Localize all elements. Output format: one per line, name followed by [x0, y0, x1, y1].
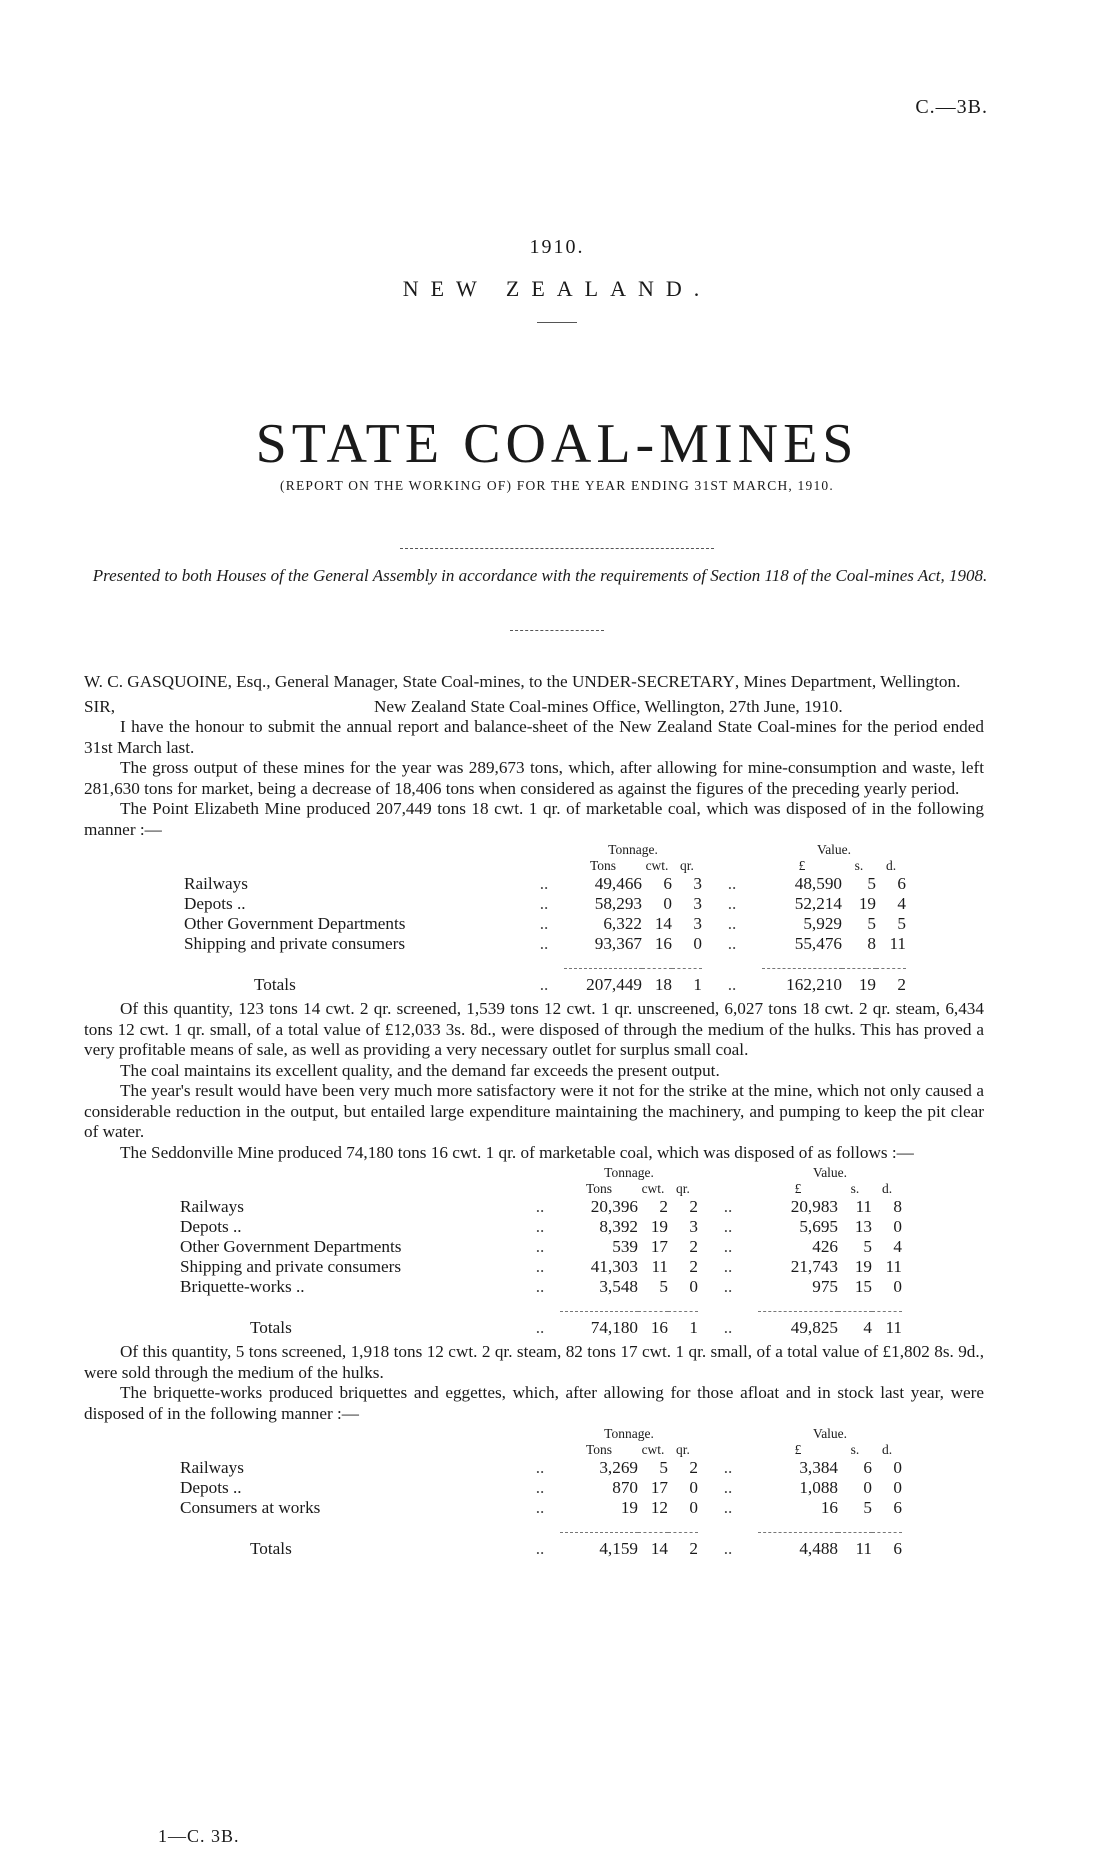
cwt-cell: 11: [651, 1257, 668, 1276]
dot-leader: ..: [535, 1257, 545, 1276]
dot-leader: ..: [535, 1478, 545, 1497]
dot-leader: ..: [723, 1257, 733, 1276]
shillings-cell: 5: [863, 1237, 872, 1256]
page-signature: 1—C. 3B.: [158, 1826, 240, 1846]
row-label: Briquette-works ..: [180, 1277, 305, 1296]
shillings-cell: 13: [854, 1217, 872, 1236]
table-row: [184, 914, 906, 934]
pounds-header: £: [794, 1181, 802, 1196]
table-row: [180, 1237, 902, 1257]
blank-cell: [524, 954, 564, 969]
row-label: Other Government Departments: [184, 914, 406, 933]
row-label: Railways: [184, 874, 248, 893]
shillings-cell: 19: [854, 1257, 872, 1276]
tons-total: 207,449: [586, 975, 642, 994]
total-rule: [564, 954, 702, 969]
cwt-header: cwt.: [645, 858, 669, 873]
country-heading: NEW ZEALAND.: [402, 276, 712, 301]
shillings-total: 19: [858, 975, 876, 994]
pence-cell: 0: [893, 1458, 902, 1477]
tons-cell: 58,293: [594, 894, 642, 913]
dateline: New Zealand State Coal-mines Office, Wellington, 27th June, 1910.: [374, 696, 843, 716]
blank-cell: [520, 1426, 560, 1442]
cwt-cell: 5: [659, 1277, 668, 1296]
cwt-total: 14: [650, 1539, 668, 1558]
report-body: [84, 672, 984, 1563]
value-header: Value.: [812, 1165, 848, 1180]
dot-leader: ..: [727, 894, 737, 913]
table-row: [180, 1257, 902, 1277]
cwt-total: 18: [654, 975, 672, 994]
divider: [537, 322, 577, 323]
shillings-total: 4: [863, 1318, 872, 1337]
totals-row: [180, 1533, 902, 1560]
pence-cell: 4: [897, 894, 906, 913]
dot-leader: ..: [535, 1317, 545, 1337]
cwt-cell: 16: [654, 934, 672, 953]
cwt-cell: 6: [663, 874, 672, 893]
shillings-cell: 8: [867, 934, 876, 953]
point-elizabeth-table: [184, 842, 906, 995]
pence-total: 6: [893, 1539, 902, 1558]
pence-cell: 8: [893, 1197, 902, 1216]
pounds-total: 4,488: [799, 1539, 838, 1558]
dot-leader: ..: [535, 1237, 545, 1256]
shillings-header: s.: [854, 858, 864, 873]
pence-cell: 0: [893, 1277, 902, 1296]
total-rule: [560, 1297, 698, 1312]
document-reference: C.—3B.: [915, 96, 988, 118]
page-subtitle: (REPORT ON THE WORKING OF) FOR THE YEAR ENDING 31ST MARCH, 1910.: [280, 478, 834, 493]
addressee-name: W. C. GASQUOINE: [84, 672, 228, 691]
tons-cell: 870: [612, 1478, 638, 1497]
blank-cell: [702, 842, 762, 858]
cwt-cell: 17: [650, 1237, 668, 1256]
paragraph: Of this quantity, 5 tons screened, 1,918 tons 12 cwt. 2 qr. steam, 82 tons 17 cwt. 1 qr. small, of a total value of £1,802 8s. 9d., were sold through the medium of the hulks.: [84, 1342, 984, 1382]
dot-leader: ..: [723, 1277, 733, 1296]
blank-cell: [698, 1442, 758, 1458]
qr-total: 2: [689, 1539, 698, 1558]
cwt-cell: 17: [650, 1478, 668, 1497]
pounds-cell: 5,695: [799, 1217, 838, 1236]
pounds-header: £: [794, 1442, 802, 1457]
blank-cell: [184, 858, 524, 874]
pence-cell: 11: [889, 934, 906, 953]
pounds-cell: 20,983: [790, 1197, 838, 1216]
dot-leader: ..: [727, 934, 737, 953]
pence-cell: 0: [893, 1478, 902, 1497]
paragraph: Of this quantity, 123 tons 14 cwt. 2 qr. screened, 1,539 tons 12 cwt. 1 qr. unscreened, 6,027 tons 18 cwt. 2 qr. steam, 6,434 tons 12 cwt. 1 qr. small, of a total value of £12,033 3s. 8d., were disposed of through the medium of the hulks. This has proved a very profitable means of sale, as well as providing a very necessary outlet for surplus small coal.: [84, 999, 984, 1059]
shillings-cell: 5: [867, 874, 876, 893]
blank-cell: [520, 1181, 560, 1197]
blank-cell: [698, 1297, 758, 1312]
pence-cell: 6: [893, 1498, 902, 1517]
blank-cell: [520, 1442, 560, 1458]
blank-cell: [702, 858, 762, 874]
table-row: [180, 1478, 902, 1498]
qr-cell: 2: [689, 1458, 698, 1477]
shillings-header: s.: [850, 1442, 860, 1457]
paragraph: I have the honour to submit the annual report and balance-sheet of the New Zealand State Coal-mines for the period ended 31st March last.: [84, 717, 984, 757]
tons-cell: 539: [612, 1237, 638, 1256]
tons-cell: 8,392: [599, 1217, 638, 1236]
pounds-total: 49,825: [790, 1318, 838, 1337]
blank-cell: [180, 1165, 520, 1181]
pounds-cell: 3,384: [799, 1458, 838, 1477]
tons-total: 74,180: [590, 1318, 638, 1337]
paragraph: The Seddonville Mine produced 74,180 tons 16 cwt. 1 qr. of marketable coal, which was disposed of as follows :—: [120, 1142, 914, 1162]
row-label: Railways: [180, 1458, 244, 1477]
pounds-cell: 1,088: [799, 1478, 838, 1497]
dot-leader: ..: [723, 1498, 733, 1517]
dot-leader: ..: [723, 1197, 733, 1216]
paragraph: The briquette-works produced briquettes and eggettes, which, after allowing for those afloat and in stock last year, were disposed of in the following manner :—: [84, 1383, 984, 1423]
recipient-name: UNDER-SECRETARY: [571, 672, 735, 691]
shillings-cell: 0: [863, 1478, 872, 1497]
pounds-cell: 5,929: [803, 914, 842, 933]
qr-cell: 0: [689, 1498, 698, 1517]
tonnage-header: Tonnage.: [608, 842, 658, 857]
pence-total: 11: [885, 1318, 902, 1337]
blank-cell: [698, 1426, 758, 1442]
blank-cell: [180, 1426, 520, 1442]
table-row: [184, 934, 906, 954]
addressee-line: [84, 672, 984, 693]
divider: [510, 630, 604, 631]
dot-leader: ..: [535, 1538, 545, 1558]
row-label: Railways: [180, 1197, 244, 1216]
tons-cell: 6,322: [603, 914, 642, 933]
table-row: [180, 1498, 902, 1518]
tons-cell: 41,303: [590, 1257, 638, 1276]
qr-header: qr.: [676, 1181, 690, 1196]
tonnage-header: Tonnage.: [604, 1165, 654, 1180]
qr-header: qr.: [680, 858, 694, 873]
paragraph: The coal maintains its excellent quality, and the demand far exceeds the present output.: [120, 1060, 720, 1080]
dot-leader: ..: [535, 1217, 545, 1236]
table-row: [184, 874, 906, 894]
dot-leader: ..: [535, 1197, 545, 1216]
briquette-table: [180, 1426, 902, 1559]
dot-leader: ..: [539, 874, 549, 893]
row-label: Shipping and private consumers: [180, 1257, 402, 1276]
qr-cell: 3: [693, 914, 702, 933]
tons-header: Tons: [589, 858, 617, 873]
cwt-cell: 2: [659, 1197, 668, 1216]
shillings-cell: 6: [863, 1458, 872, 1477]
dot-leader: ..: [723, 1538, 733, 1558]
totals-row: [184, 969, 906, 996]
blank-cell: [180, 1297, 520, 1312]
tons-cell: 19: [620, 1498, 638, 1517]
total-rule: [758, 1297, 902, 1312]
dot-leader: ..: [539, 974, 549, 994]
dot-leader: ..: [539, 934, 549, 953]
pence-header: d.: [881, 1442, 893, 1457]
cwt-cell: 12: [650, 1498, 668, 1517]
qr-cell: 3: [689, 1217, 698, 1236]
dot-leader: ..: [539, 894, 549, 913]
blank-cell: [180, 1518, 520, 1533]
presented-note: Presented to both Houses of the General Assembly in accordance with the requirements of Section 118 of the Coal-mines Act, 1908.: [92, 566, 988, 585]
table-row: [180, 1217, 902, 1237]
shillings-cell: 15: [854, 1277, 872, 1296]
qr-cell: 0: [689, 1478, 698, 1497]
pounds-cell: 48,590: [794, 874, 842, 893]
qr-cell: 2: [689, 1237, 698, 1256]
qr-cell: 2: [689, 1197, 698, 1216]
value-header: Value.: [812, 1426, 848, 1441]
dot-leader: ..: [723, 1458, 733, 1477]
row-label: Depots ..: [180, 1217, 242, 1236]
blank-cell: [524, 858, 564, 874]
tons-header: Tons: [585, 1442, 613, 1457]
blank-cell: [698, 1518, 758, 1533]
tons-cell: 3,548: [599, 1277, 638, 1296]
pounds-header: £: [798, 858, 806, 873]
dot-leader: ..: [723, 1317, 733, 1337]
paragraph: The year's result would have been very much more satisfactory were it not for the strike at the mine, which not only caused a considerable reduction in the output, but entailed large expenditure maintaining the machinery, and pumping to keep the pit clear of water.: [84, 1081, 984, 1141]
pounds-total: 162,210: [786, 975, 842, 994]
cwt-cell: 14: [654, 914, 672, 933]
dot-leader: ..: [535, 1458, 545, 1477]
table-row: [184, 894, 906, 914]
pounds-cell: 975: [812, 1277, 838, 1296]
totals-label: Totals: [250, 1317, 292, 1337]
dot-leader: ..: [727, 874, 737, 893]
cwt-cell: 5: [659, 1458, 668, 1477]
pence-header: d.: [885, 858, 897, 873]
total-rule: [560, 1518, 698, 1533]
tons-cell: 3,269: [599, 1458, 638, 1477]
qr-cell: 0: [689, 1277, 698, 1296]
addressee-title: , Esq., General Manager, State Coal-mines, to the: [227, 672, 572, 691]
blank-cell: [520, 1518, 560, 1533]
qr-cell: 0: [693, 934, 702, 953]
totals-label: Totals: [254, 974, 296, 994]
total-rule: [762, 954, 906, 969]
pence-cell: 4: [893, 1237, 902, 1256]
qr-cell: 3: [693, 874, 702, 893]
tons-cell: 49,466: [594, 874, 642, 893]
row-label: Depots ..: [184, 894, 246, 913]
value-header: Value.: [816, 842, 852, 857]
recipient-department: , Mines Department, Wellington.: [734, 672, 961, 691]
dot-leader: ..: [539, 914, 549, 933]
shillings-cell: 19: [858, 894, 876, 913]
qr-total: 1: [693, 975, 702, 994]
dot-leader: ..: [723, 1237, 733, 1256]
qr-cell: 3: [693, 894, 702, 913]
pounds-cell: 426: [812, 1237, 838, 1256]
dot-leader: ..: [535, 1277, 545, 1296]
blank-cell: [524, 842, 564, 858]
row-label: Shipping and private consumers: [184, 934, 406, 953]
dot-leader: ..: [723, 1217, 733, 1236]
shillings-cell: 11: [855, 1197, 872, 1216]
shillings-cell: 5: [867, 914, 876, 933]
pence-cell: 11: [885, 1257, 902, 1276]
blank-cell: [184, 842, 524, 858]
qr-cell: 2: [689, 1257, 698, 1276]
tons-total: 4,159: [599, 1539, 638, 1558]
pounds-cell: 55,476: [794, 934, 842, 953]
dot-leader: ..: [535, 1498, 545, 1517]
qr-total: 1: [689, 1318, 698, 1337]
blank-cell: [698, 1181, 758, 1197]
divider: [400, 548, 714, 549]
qr-header: qr.: [676, 1442, 690, 1457]
blank-cell: [520, 1165, 560, 1181]
dot-leader: ..: [727, 974, 737, 994]
tons-header: Tons: [585, 1181, 613, 1196]
pence-cell: 0: [893, 1217, 902, 1236]
table-row: [180, 1197, 902, 1217]
blank-cell: [698, 1165, 758, 1181]
tons-cell: 20,396: [590, 1197, 638, 1216]
pence-cell: 5: [897, 914, 906, 933]
row-label: Depots ..: [180, 1478, 242, 1497]
paragraph: The Point Elizabeth Mine produced 207,449 tons 18 cwt. 1 qr. of marketable coal, which was disposed of in the following manner :—: [84, 799, 984, 839]
blank-cell: [184, 954, 524, 969]
seddonville-table: [180, 1165, 902, 1338]
table-row: [180, 1277, 902, 1297]
pounds-cell: 21,743: [790, 1257, 838, 1276]
row-label: Other Government Departments: [180, 1237, 402, 1256]
cwt-total: 16: [650, 1318, 668, 1337]
total-rule: [758, 1518, 902, 1533]
blank-cell: [180, 1181, 520, 1197]
pence-total: 2: [897, 975, 906, 994]
cwt-cell: 0: [663, 894, 672, 913]
totals-label: Totals: [250, 1538, 292, 1558]
year-heading: 1910.: [529, 236, 585, 258]
table-row: [180, 1458, 902, 1478]
page-title: STATE COAL-MINES: [255, 413, 859, 475]
pence-cell: 6: [897, 874, 906, 893]
totals-row: [180, 1312, 902, 1339]
shillings-cell: 5: [863, 1498, 872, 1517]
shillings-total: 11: [855, 1539, 872, 1558]
blank-cell: [702, 954, 762, 969]
tonnage-header: Tonnage.: [604, 1426, 654, 1441]
cwt-cell: 19: [650, 1217, 668, 1236]
cwt-header: cwt.: [641, 1181, 665, 1196]
pounds-cell: 16: [820, 1498, 838, 1517]
cwt-header: cwt.: [641, 1442, 665, 1457]
dot-leader: ..: [727, 914, 737, 933]
paragraph: The gross output of these mines for the year was 289,673 tons, which, after allowing for mine-consumption and waste, left 281,630 tons for market, being a decrease of 18,406 tons when considered as against the figures of the preceding yearly period.: [84, 758, 984, 798]
blank-cell: [180, 1442, 520, 1458]
row-label: Consumers at works: [180, 1498, 321, 1517]
dot-leader: ..: [723, 1478, 733, 1497]
pence-header: d.: [881, 1181, 893, 1196]
shillings-header: s.: [850, 1181, 860, 1196]
pounds-cell: 52,214: [794, 894, 842, 913]
blank-cell: [520, 1297, 560, 1312]
salutation: SIR,: [84, 696, 116, 716]
tons-cell: 93,367: [594, 934, 642, 953]
